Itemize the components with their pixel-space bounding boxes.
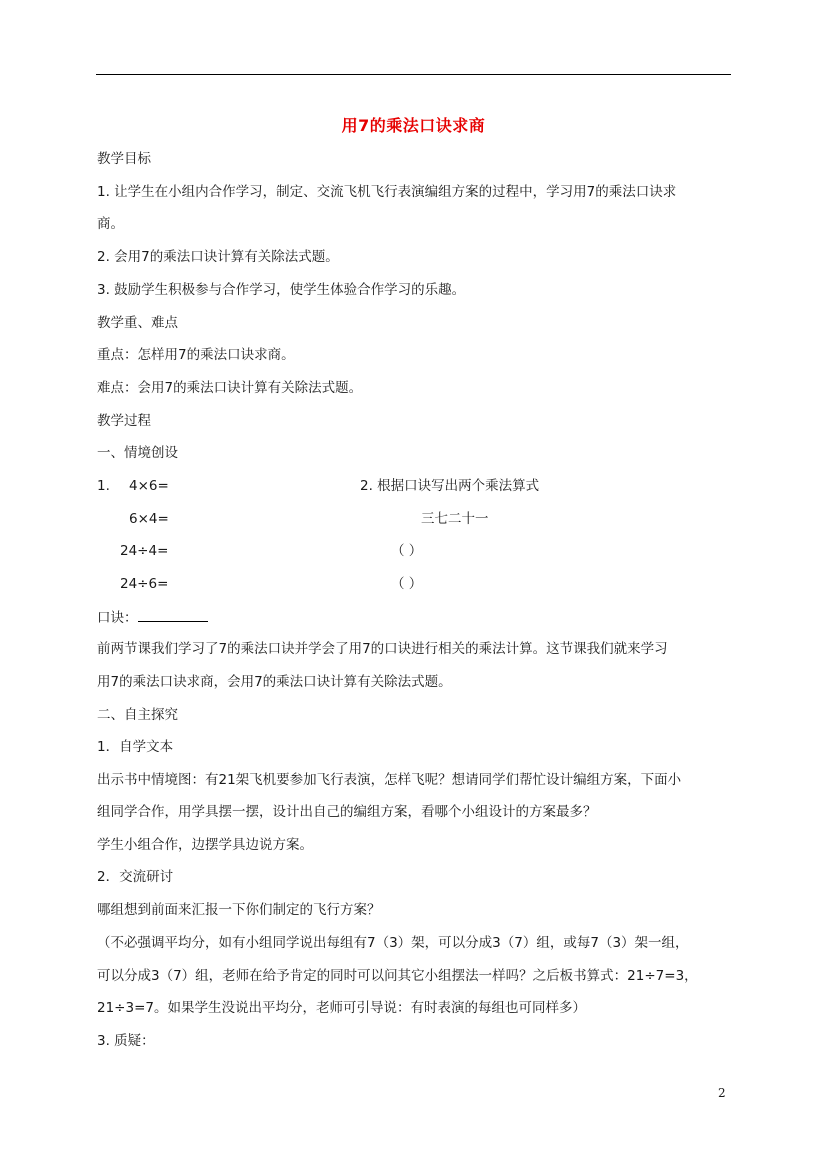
text-line: 教学过程 <box>97 413 151 429</box>
text-line: 3. 鼓励学生积极参与合作学习，使学生体验合作学习的乐趣。 <box>97 282 466 298</box>
q2-rhyme: 三七二十一 <box>421 511 489 527</box>
text-line: 3. 质疑： <box>97 1033 155 1049</box>
text-line: 学生小组合作，边摆学具边说方案。 <box>97 837 313 853</box>
question-1-number: 1. <box>97 478 110 494</box>
text-line: 重点：怎样用7的乘法口诀求商。 <box>97 347 295 363</box>
rhyme-line <box>97 607 208 628</box>
q1-item: 24÷6= <box>120 576 169 592</box>
document-title: 用7的乘法口诀求商 <box>341 116 486 135</box>
text-line: 1. 让学生在小组内合作学习，制定、交流飞机飞行表演编组方案的过程中，学习用7的乘法口诀求 <box>97 184 677 200</box>
text-line: 2. 会用7的乘法口诀计算有关除法式题。 <box>97 249 339 265</box>
question-2-title: 2. 根据口诀写出两个乘法算式 <box>360 478 540 494</box>
q1-item: 24÷4= <box>120 543 169 559</box>
rhyme-label: 口诀： <box>97 610 138 626</box>
text-line: 教学重、难点 <box>97 315 178 331</box>
text-line: 一、情境创设 <box>97 445 178 461</box>
q2-paren: （ ） <box>391 576 423 592</box>
page-number: 2 <box>718 1086 726 1100</box>
text-line: 可以分成3（7）组，老师在给予肯定的同时可以问其它小组摆法一样吗？之后板书算式：21÷7=3， <box>97 968 698 984</box>
text-line: 二、自主探究 <box>97 707 178 723</box>
text-line: 前两节课我们学习了7的乘法口诀并学会了用7的口诀进行相关的乘法计算。这节课我们就来学习 <box>97 641 668 657</box>
text-line: 教学目标 <box>97 151 151 167</box>
text-line: 商。 <box>97 216 124 232</box>
q1-item: 4×6= <box>129 478 169 494</box>
text-line: 难点：会用7的乘法口诀计算有关除法式题。 <box>97 380 363 396</box>
header-rule <box>96 74 731 75</box>
answer-blank <box>138 607 208 622</box>
text-line: 组同学合作，用学具摆一摆，设计出自己的编组方案，看哪个小组设计的方案最多？ <box>97 804 597 820</box>
text-line: 出示书中情境图：有21架飞机要参加飞行表演，怎样飞呢？想请同学们帮忙设计编组方案，下面小 <box>97 772 682 788</box>
text-line: 用7的乘法口诀求商，会用7的乘法口诀计算有关除法式题。 <box>97 674 452 690</box>
text-line: （不必强调平均分，如有小组同学说出每组有7（3）架，可以分成3（7）组，或每7（3）架一组， <box>97 935 689 951</box>
q1-item: 6×4= <box>129 511 169 527</box>
text-line: 21÷3=7。如果学生没说出平均分，老师可引导说：有时表演的每组也可同样多） <box>97 1000 586 1016</box>
text-line: 2．交流研讨 <box>97 869 174 885</box>
text-line: 1．自学文本 <box>97 739 174 755</box>
text-line: 哪组想到前面来汇报一下你们制定的飞行方案？ <box>97 902 381 918</box>
q2-paren: （ ） <box>391 543 423 559</box>
